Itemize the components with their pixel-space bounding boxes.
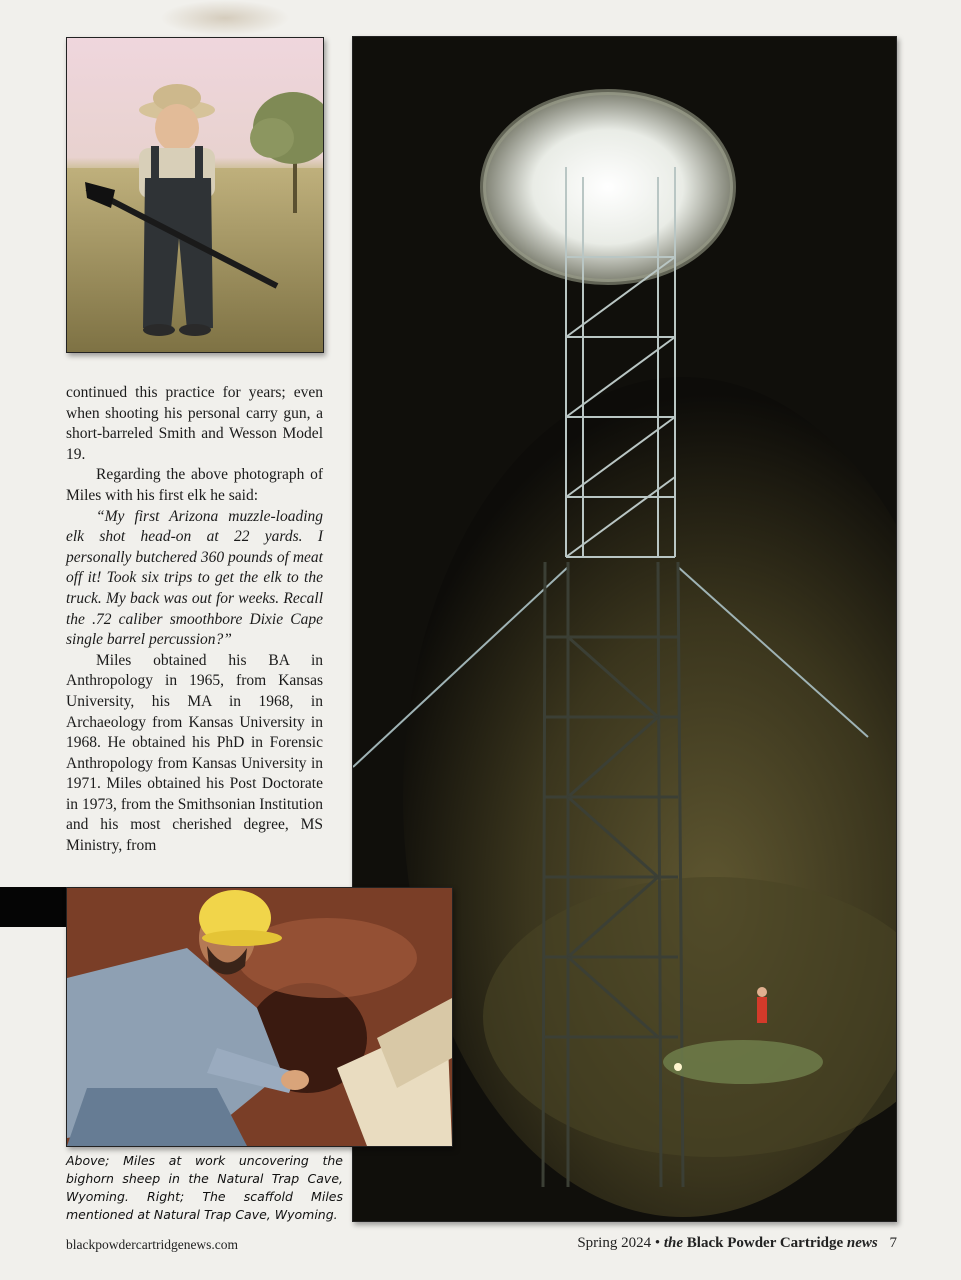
paragraph-regarding: Regarding the above photograph of Miles with his first elk he said:	[66, 466, 323, 504]
boy-with-rifle-photo	[66, 37, 324, 353]
paragraph-education: Miles obtained his BA in Anthropology in 1965, from Kansas University, his MA in 1968, in Archaeology from Kansas University in 1968. He obtained his PhD in Forensic Anthropology from Kansas University in 1971. Miles obtained his Post Doctorate in 1973, from the Smithsonian Institution and his most cherished degree, MS Ministry, from	[66, 651, 323, 855]
footer-the: the	[663, 1235, 684, 1251]
footer-bullet: •	[654, 1235, 661, 1251]
page-number: 7	[889, 1235, 897, 1251]
footer-magazine-name: Black Powder Cartridge	[686, 1235, 844, 1251]
photo-caption: Above; Miles at work uncovering the bighorn sheep in the Natural Trap Cave, Wyoming. Right; The scaffold Miles mentioned at Natural Trap Cave, Wyoming.	[66, 1153, 343, 1222]
worker-photo-illustration	[67, 888, 452, 1146]
paragraph-continued: continued this practice for years; even when shooting his personal carry gun, a short-barreled Smith and Wesson Model 19.	[66, 384, 323, 463]
footer-website: blackpowdercartridgenews.com	[66, 1237, 239, 1252]
footer-news: news	[846, 1235, 878, 1251]
worker-in-cave-photo	[66, 887, 453, 1147]
paper-stain	[160, 0, 290, 36]
footer-masthead	[577, 1235, 897, 1252]
boy-photo-illustration	[67, 38, 323, 352]
paragraph-quote: “My first Arizona muzzle-loading elk shot head-on at 22 yards. I personally butchered 360 pounds of meat off it! Took six trips to get the elk to the truck. My back was out for weeks. Recall the .72 caliber smoothbore Dixie Cape single barrel percussion?”	[66, 507, 323, 649]
footer-issue: Spring 2024	[577, 1235, 652, 1251]
black-tab-marker	[0, 887, 66, 927]
article-body	[66, 383, 323, 857]
